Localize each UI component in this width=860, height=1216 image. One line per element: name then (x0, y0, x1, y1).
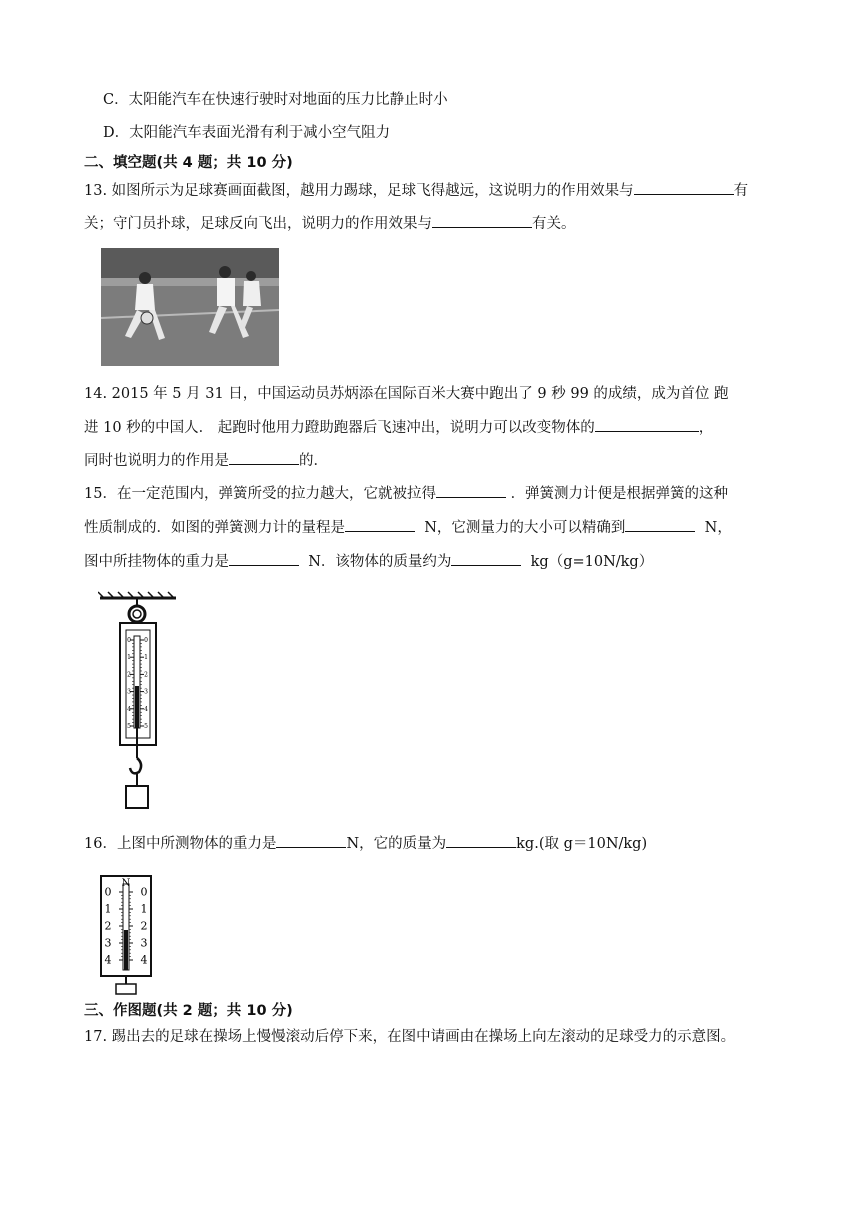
answer-blank[interactable] (229, 450, 299, 465)
scale-label: 2 (140, 919, 148, 933)
scale-label: 2 (127, 671, 131, 679)
scale-label: 4 (127, 705, 131, 713)
spring-scale-figure-1 (98, 590, 180, 818)
question-15-line-3 (84, 551, 653, 572)
scale-label: 5 (144, 723, 148, 730)
question-16-text: 16．上图中所测物体的重力是 (84, 836, 277, 852)
question-14-text-3-end: 的． (299, 453, 328, 469)
question-13-line-2 (84, 213, 576, 234)
question-15-text-3-end: kg（g=10N/kg） (530, 554, 654, 570)
answer-blank[interactable] (634, 180, 734, 195)
question-14-text: 进 10 秒的中国人． 起跑时他用力蹬助跑器后飞速冲出，说明力可以改变物体的 (84, 420, 595, 436)
question-15-text-end: ．弹簧测力计便是根据弹簧的这种 (510, 486, 729, 502)
scale-label: 4 (104, 953, 112, 967)
question-17-line: 17. 踢出去的足球在操场上慢慢滚动后停下来，在图中请画由在操场上向左滚动的足球受力的示意图。 (84, 1029, 736, 1045)
question-14-line-3 (84, 450, 328, 471)
scale-label: 1 (104, 902, 112, 916)
section-heading-fill-in: 二、填空题(共 4 题；共 10 分) (84, 155, 293, 171)
question-14-text-end: ， (698, 420, 714, 436)
scale-label: 2 (104, 919, 112, 933)
question-15-text: 15．在一定范围内，弹簧所受的拉力越大，它就被拉得 (84, 486, 436, 502)
question-13-text-end: 有 (733, 183, 749, 199)
option-c: C．太阳能汽车在快速行驶时对地面的压力比静止时小 (103, 92, 448, 108)
section-heading-drawing: 三、作图题(共 2 题；共 10 分) (84, 1003, 293, 1019)
question-16-text-end: kg.(取 g＝10N/kg) (516, 836, 648, 852)
answer-blank[interactable] (595, 417, 699, 432)
soccer-photo (101, 248, 279, 366)
scale-label: 1 (127, 654, 131, 662)
question-15-line-2 (84, 517, 732, 538)
scale-label: 5 (127, 723, 131, 730)
answer-blank[interactable] (451, 551, 521, 566)
scale-label: 4 (144, 705, 148, 713)
question-15-text-2b: N，它测量力的大小可以精确到 (424, 520, 626, 536)
answer-blank[interactable] (446, 833, 516, 848)
scale-label: 0 (140, 885, 148, 899)
scale-label: 2 (144, 671, 148, 679)
scale-label: 0 (144, 637, 148, 644)
option-d: D．太阳能汽车表面光滑有利于减小空气阻力 (103, 125, 391, 141)
scale-label: 3 (127, 688, 131, 696)
question-13-text: 13. 如图所示为足球赛画面截图，越用力踢球，足球飞得越远，这说明力的作用效果与 (84, 183, 634, 199)
scale-label: 4 (140, 953, 148, 967)
question-15-text-2a: 性质制成的．如图的弹簧测力计的量程是 (84, 520, 345, 536)
answer-blank[interactable] (625, 517, 695, 532)
spring-scale-figure-2 (99, 872, 155, 996)
answer-blank[interactable] (432, 213, 532, 228)
answer-blank[interactable] (345, 517, 415, 532)
scale-label: 3 (144, 688, 148, 696)
question-14-line-1: 14. 2015 年 5 月 31 日，中国运动员苏炳添在国际百米大赛中跑出了 9 秒 99 的成绩，成为首位 跑 (84, 386, 729, 402)
answer-blank[interactable] (229, 551, 299, 566)
question-13-text-2: 关；守门员扑球，足球反向飞出，说明力的作用效果与 (84, 216, 432, 232)
question-15-line-1 (84, 483, 728, 504)
question-14-text-3: 同时也说明力的作用是 (84, 453, 229, 469)
question-13-line-1 (84, 180, 748, 201)
question-16-text-b: N，它的质量为 (346, 836, 447, 852)
scale-label: 3 (140, 936, 148, 950)
scale-label: 1 (144, 654, 148, 662)
scale-label: 3 (104, 936, 112, 950)
scale-label: 0 (104, 885, 112, 899)
meter-unit-label: N (121, 878, 131, 889)
question-15-text-3b: N．该物体的质量约为 (308, 554, 452, 570)
answer-blank[interactable] (276, 833, 346, 848)
question-14-line-2 (84, 417, 713, 438)
question-16-line (84, 833, 647, 854)
question-15-text-2-end: N， (704, 520, 732, 536)
scale-label: 1 (140, 902, 148, 916)
answer-blank[interactable] (436, 483, 506, 498)
question-15-text-3a: 图中所挂物体的重力是 (84, 554, 229, 570)
question-13-text-2-end: 有关。 (532, 216, 576, 232)
scale-label: 0 (127, 637, 131, 644)
